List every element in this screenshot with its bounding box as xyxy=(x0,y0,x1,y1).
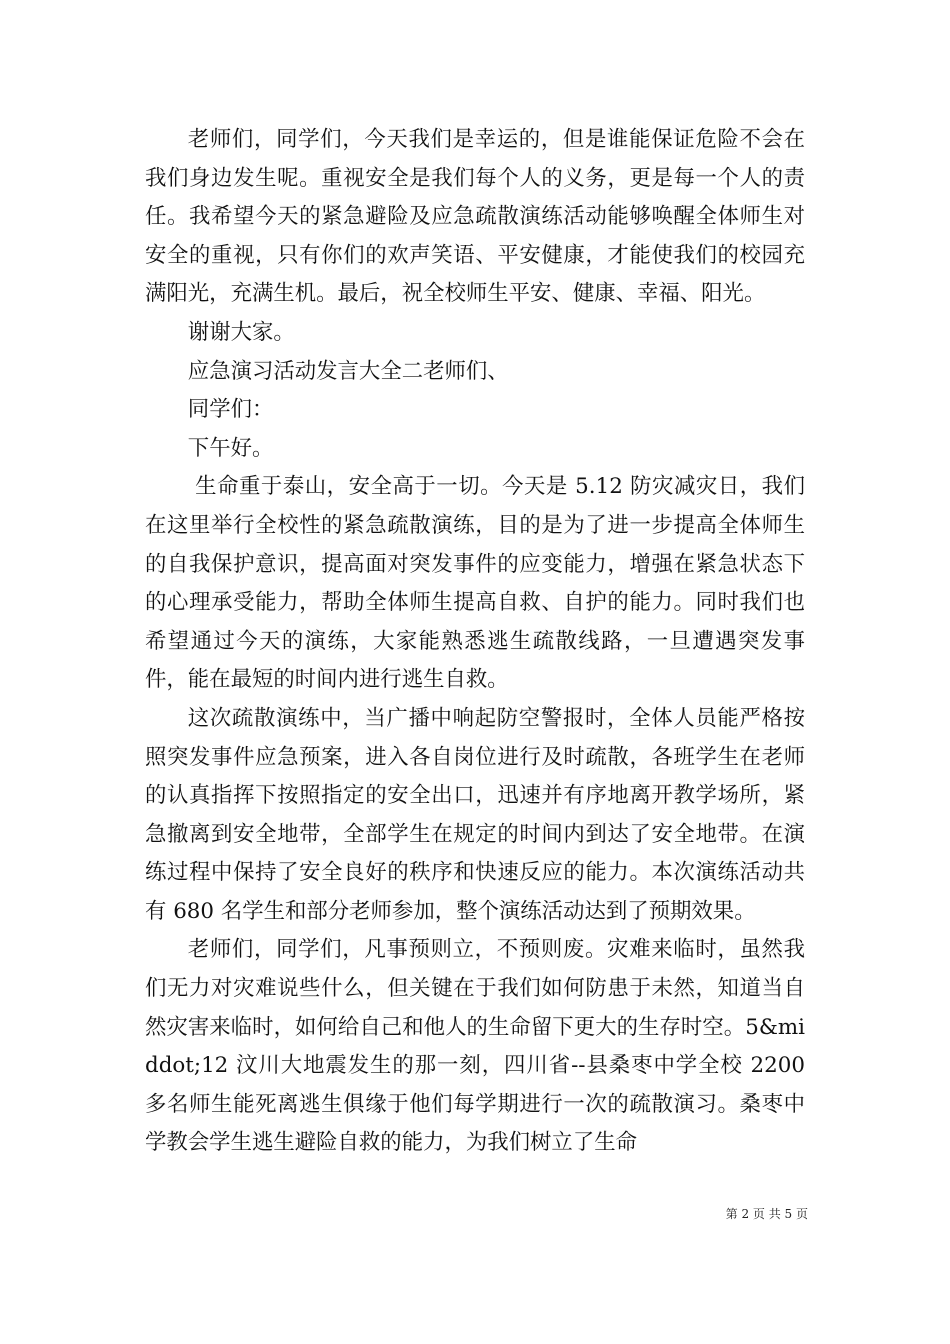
paragraph-preparedness: 老师们，同学们，凡事预则立，不预则废。灾难来临时，虽然我们无力对灾难说些什么，但关键在于我们如何防患于未然，知道当自然灾害来临时，如何给自己和他人的生命留下更大的生存时空。5&middot;12 汶川大地震发生的那一刻，四川省--县桑枣中学全校 2200 多名师生能死离逃生俱缘于他们每学期进行一次的疏散演习。桑枣中学教会学生逃生避险自救的能力，为我们树立了生命 xyxy=(145,937,812,1156)
paragraph-greeting: 下午好。 xyxy=(187,435,274,461)
document-body xyxy=(145,121,812,1163)
paragraph-thanks: 谢谢大家。 xyxy=(187,319,295,345)
paragraph-drill-purpose: 生命重于泰山，安全高于一切。今天是 5.12 防灾减灾日，我们在这里举行全校性的紧急疏散演练，目的是为了进一步提高全体师生的自我保护意识，提高面对突发事件的应变能力，增强在紧急状态下的心理承受能力，帮助全体师生提高自救、自护的能力。同时我们也希望通过今天的演练，大家能熟悉逃生疏散线路，一旦遭遇突发事件，能在最短的时间内进行逃生自救。 xyxy=(145,474,805,693)
paragraph-salutation: 同学们： xyxy=(187,397,274,423)
paragraph-section-title: 应急演习活动发言大全二老师们、 xyxy=(187,358,509,384)
page-number-footer: 第 2 页 共 5 页 xyxy=(725,1207,808,1221)
paragraph-closing-remarks: 老师们，同学们，今天我们是幸运的，但是谁能保证危险不会在我们身边发生呢。重视安全是我们每个人的义务，更是每一个人的责任。我希望今天的紧急避险及应急疏散演练活动能够唤醒全体师生对安全的重视，只有你们的欢声笑语、平安健康，才能使我们的校园充满阳光，充满生机。最后，祝全校师生平安、健康、幸福、阳光。 xyxy=(145,127,805,307)
paragraph-drill-summary: 这次疏散演练中，当广播中响起防空警报时，全体人员能严格按照突发事件应急预案，进入各自岗位进行及时疏散，各班学生在老师的认真指挥下按照指定的安全出口，迅速并有序地离开教学场所，紧急撤离到安全地带，全部学生在规定的时间内到达了安全地带。在演练过程中保持了安全良好的秩序和快速反应的能力。本次演练活动共有 680 名学生和部分老师参加，整个演练活动达到了预期效果。 xyxy=(145,705,805,924)
